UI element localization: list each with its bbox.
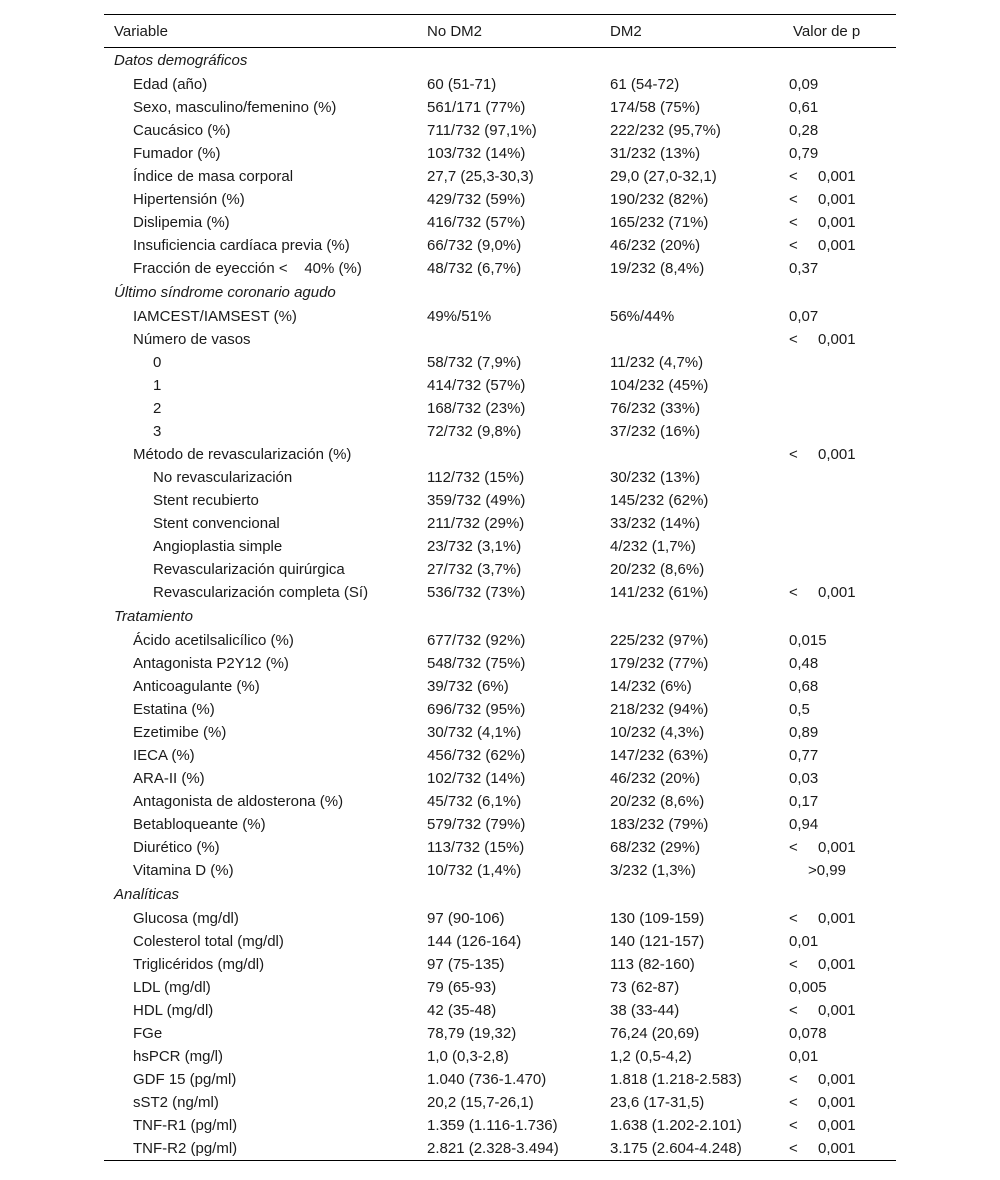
- dm2-cell: 56%/44%: [610, 308, 675, 325]
- table-row: [104, 907, 896, 930]
- no-dm2-cell: 696/732 (95%): [427, 701, 526, 718]
- no-dm2-cell: [417, 443, 600, 466]
- variable-cell: HDL (mg/dl): [133, 1002, 214, 1019]
- no-dm2-cell: 45/732 (6,1%): [427, 793, 522, 810]
- table-row: [104, 351, 896, 374]
- variable-cell: Betabloqueante (%): [133, 816, 266, 833]
- dm2-cell: 147/232 (63%): [610, 747, 709, 764]
- dm2-cell: [600, 443, 783, 466]
- p-value-cell: 0,89: [789, 724, 819, 741]
- dm2-cell: 3.175 (2.604-4.248): [600, 1137, 783, 1161]
- variable-cell: Edad (año): [133, 76, 208, 93]
- no-dm2-cell: 456/732 (62%): [427, 747, 526, 764]
- table-row: [104, 1022, 896, 1045]
- dm2-cell: 165/232 (71%): [610, 214, 709, 231]
- no-dm2-cell: 20,2 (15,7-26,1): [427, 1094, 534, 1111]
- table-row: [104, 188, 896, 211]
- no-dm2-cell: 79 (65-93): [427, 979, 497, 996]
- dm2-cell: 29,0 (27,0-32,1): [610, 168, 717, 185]
- variable-cell: Insuficiencia cardíaca previa (%): [133, 237, 350, 254]
- dm2-cell: 179/232 (77%): [610, 655, 709, 672]
- dm2-cell: 140 (121-157): [610, 933, 705, 950]
- dm2-cell: 222/232 (95,7%): [610, 122, 721, 139]
- table-row: [104, 211, 896, 234]
- variable-cell: TNF-R1 (pg/ml): [133, 1117, 238, 1134]
- table-row: [104, 165, 896, 188]
- section-title: Analíticas: [114, 886, 180, 903]
- no-dm2-cell: 102/732 (14%): [427, 770, 526, 787]
- no-dm2-cell: 60 (51-71): [427, 76, 497, 93]
- variable-cell: Colesterol total (mg/dl): [133, 933, 284, 950]
- p-value-cell: < 0,001: [789, 191, 856, 208]
- p-value-cell: 0,68: [789, 678, 819, 695]
- no-dm2-cell: 97 (75-135): [427, 956, 505, 973]
- table-row: [104, 675, 896, 698]
- p-value-cell: 0,01: [789, 933, 819, 950]
- dm2-cell: [600, 328, 783, 351]
- no-dm2-cell: 48/732 (6,7%): [427, 260, 522, 277]
- table-row: [104, 581, 896, 604]
- p-value-cell: [783, 351, 896, 374]
- variable-cell: Revascularización quirúrgica: [153, 561, 345, 578]
- no-dm2-cell: 10/732 (1,4%): [427, 862, 522, 879]
- dm2-cell: 183/232 (79%): [610, 816, 709, 833]
- header-p-value: Valor de p: [783, 15, 896, 48]
- variable-cell: sST2 (ng/ml): [133, 1094, 219, 1111]
- dm2-cell: 4/232 (1,7%): [610, 538, 696, 555]
- header-no-dm2: No DM2: [417, 15, 600, 48]
- table-row: [104, 96, 896, 119]
- p-value-cell: [783, 420, 896, 443]
- no-dm2-cell: 359/732 (49%): [427, 492, 526, 509]
- variable-cell: Stent recubierto: [153, 492, 259, 509]
- dm2-cell: 31/232 (13%): [610, 145, 701, 162]
- table-row: [104, 790, 896, 813]
- dm2-cell: 104/232 (45%): [610, 377, 709, 394]
- table-row: [104, 119, 896, 142]
- p-value-cell: 0,078: [789, 1025, 827, 1042]
- variable-cell: 2: [153, 400, 162, 417]
- table-row: [104, 721, 896, 744]
- variable-cell: Método de revascularización (%): [133, 446, 352, 463]
- no-dm2-cell: 579/732 (79%): [427, 816, 526, 833]
- variable-cell: Dislipemia (%): [133, 214, 230, 231]
- variable-cell: Ezetimibe (%): [133, 724, 227, 741]
- p-value-cell: < 0,001: [789, 214, 856, 231]
- table-row: [104, 142, 896, 165]
- variable-cell: FGe: [133, 1025, 163, 1042]
- dm2-cell: 33/232 (14%): [610, 515, 701, 532]
- table-row: [104, 1114, 896, 1137]
- p-value-cell: < 0,001: [789, 1094, 856, 1111]
- table-row: [104, 1091, 896, 1114]
- table-row: [104, 1137, 896, 1161]
- p-value-cell: [783, 466, 896, 489]
- dm2-cell: 3/232 (1,3%): [610, 862, 696, 879]
- table-row: [104, 1068, 896, 1091]
- variable-cell: IAMCEST/IAMSEST (%): [133, 308, 297, 325]
- p-value-cell: [783, 558, 896, 581]
- dm2-cell: 141/232 (61%): [610, 584, 709, 601]
- dm2-cell: 76/232 (33%): [610, 400, 701, 417]
- no-dm2-cell: 677/732 (92%): [427, 632, 526, 649]
- variable-cell: Fumador (%): [133, 145, 221, 162]
- table-row: [104, 535, 896, 558]
- variable-cell: Anticoagulante (%): [133, 678, 260, 695]
- p-value-cell: 0,03: [789, 770, 819, 787]
- section-row: [104, 882, 896, 907]
- variable-cell: Triglicéridos (mg/dl): [133, 956, 265, 973]
- variable-cell: ARA-II (%): [133, 770, 205, 787]
- no-dm2-cell: 429/732 (59%): [427, 191, 526, 208]
- p-value-cell: 0,17: [789, 793, 819, 810]
- variable-cell: No revascularización: [153, 469, 293, 486]
- header-dm2: DM2: [600, 15, 783, 48]
- dm2-cell: 19/232 (8,4%): [610, 260, 705, 277]
- table-row: [104, 836, 896, 859]
- table-row: [104, 512, 896, 535]
- no-dm2-cell: 27,7 (25,3-30,3): [427, 168, 534, 185]
- no-dm2-cell: 27/732 (3,7%): [427, 561, 522, 578]
- section-row: [104, 48, 896, 74]
- no-dm2-cell: 103/732 (14%): [427, 145, 526, 162]
- p-value-cell: < 0,001: [789, 1071, 856, 1088]
- section-row: [104, 604, 896, 629]
- variable-cell: 0: [153, 354, 162, 371]
- variable-cell: Vitamina D (%): [133, 862, 234, 879]
- table-row: [104, 420, 896, 443]
- p-value-cell: < 0,001: [789, 584, 856, 601]
- table-row: [104, 813, 896, 836]
- variable-cell: Antagonista de aldosterona (%): [133, 793, 344, 810]
- table-row: [104, 443, 896, 466]
- variable-cell: Caucásico (%): [133, 122, 231, 139]
- table-row: [104, 999, 896, 1022]
- p-value-cell: 0,5: [789, 701, 810, 718]
- dm2-cell: 225/232 (97%): [610, 632, 709, 649]
- variable-cell: GDF 15 (pg/ml): [133, 1071, 237, 1088]
- no-dm2-cell: 58/732 (7,9%): [427, 354, 522, 371]
- dm2-cell: 130 (109-159): [610, 910, 705, 927]
- p-value-cell: < 0,001: [789, 331, 856, 348]
- no-dm2-cell: 66/732 (9,0%): [427, 237, 522, 254]
- table-row: [104, 698, 896, 721]
- dm2-cell: 46/232 (20%): [610, 770, 701, 787]
- table-row: [104, 558, 896, 581]
- no-dm2-cell: 39/732 (6%): [427, 678, 509, 695]
- p-value-cell: 0,94: [789, 816, 819, 833]
- variable-cell: Angioplastia simple: [153, 538, 283, 555]
- baseline-characteristics-table: [104, 14, 896, 1161]
- p-value-cell: [783, 489, 896, 512]
- variable-cell: Índice de masa corporal: [133, 168, 294, 185]
- table-row: [104, 652, 896, 675]
- p-value-cell: 0,015: [789, 632, 827, 649]
- p-value-cell: < 0,001: [789, 839, 856, 856]
- variable-cell: IECA (%): [133, 747, 195, 764]
- variable-cell: Hipertensión (%): [133, 191, 245, 208]
- dm2-cell: 10/232 (4,3%): [610, 724, 705, 741]
- table-row: [104, 976, 896, 999]
- section-title: Tratamiento: [114, 608, 193, 625]
- table-row: [104, 374, 896, 397]
- p-value-cell: 0,28: [789, 122, 819, 139]
- dm2-cell: 11/232 (4,7%): [610, 354, 704, 371]
- p-value-cell: < 0,001: [789, 168, 856, 185]
- variable-cell: Fracción de eyección < 40% (%): [133, 260, 362, 277]
- dm2-cell: 23,6 (17-31,5): [610, 1094, 705, 1111]
- no-dm2-cell: 2.821 (2.328-3.494): [417, 1137, 600, 1161]
- no-dm2-cell: 548/732 (75%): [427, 655, 526, 672]
- section-title: Último síndrome coronario agudo: [114, 284, 336, 301]
- section-row: [104, 280, 896, 305]
- table-row: [104, 1045, 896, 1068]
- variable-cell: Diurético (%): [133, 839, 220, 856]
- table-header: [104, 15, 896, 48]
- dm2-cell: 46/232 (20%): [610, 237, 701, 254]
- p-value-cell: 0,09: [789, 76, 819, 93]
- no-dm2-cell: 144 (126-164): [427, 933, 522, 950]
- no-dm2-cell: 78,79 (19,32): [427, 1025, 517, 1042]
- header-variable: Variable: [104, 15, 417, 48]
- no-dm2-cell: 1,0 (0,3-2,8): [427, 1048, 509, 1065]
- dm2-cell: 218/232 (94%): [610, 701, 709, 718]
- p-value-cell: 0,61: [789, 99, 819, 116]
- variable-cell: 3: [153, 423, 162, 440]
- p-value-cell: [783, 535, 896, 558]
- dm2-cell: 68/232 (29%): [610, 839, 701, 856]
- p-value-cell: 0,48: [789, 655, 819, 672]
- variable-cell: hsPCR (mg/l): [133, 1048, 224, 1065]
- variable-cell: Stent convencional: [153, 515, 280, 532]
- p-value-cell: < 0,001: [789, 1002, 856, 1019]
- no-dm2-cell: 1.040 (736-1.470): [427, 1071, 547, 1088]
- table-row: [104, 466, 896, 489]
- variable-cell: TNF-R2 (pg/ml): [104, 1137, 417, 1161]
- no-dm2-cell: 416/732 (57%): [427, 214, 526, 231]
- table-body: [104, 48, 896, 1161]
- p-value-cell: 0,01: [789, 1048, 819, 1065]
- table-row: [104, 305, 896, 328]
- section-title: Datos demográficos: [114, 52, 248, 69]
- dm2-cell: 37/232 (16%): [610, 423, 701, 440]
- table-row: [104, 629, 896, 652]
- dm2-cell: 61 (54-72): [610, 76, 680, 93]
- p-value-cell: < 0,001: [789, 910, 856, 927]
- no-dm2-cell: [417, 328, 600, 351]
- no-dm2-cell: 1.359 (1.116-1.736): [427, 1117, 558, 1134]
- variable-cell: Sexo, masculino/femenino (%): [133, 99, 337, 116]
- p-value-cell: < 0,001: [789, 446, 856, 463]
- dm2-cell: 14/232 (6%): [610, 678, 692, 695]
- no-dm2-cell: 561/171 (77%): [427, 99, 526, 116]
- p-value-cell: < 0,001: [783, 1137, 896, 1161]
- no-dm2-cell: 30/732 (4,1%): [427, 724, 522, 741]
- variable-cell: Revascularización completa (Sí): [153, 584, 369, 601]
- p-value-cell: 0,37: [789, 260, 819, 277]
- dm2-cell: 76,24 (20,69): [610, 1025, 700, 1042]
- p-value-cell: >0,99: [808, 862, 846, 879]
- table-row: [104, 397, 896, 420]
- variable-cell: Glucosa (mg/dl): [133, 910, 239, 927]
- table-row: [104, 257, 896, 280]
- no-dm2-cell: 113/732 (15%): [427, 839, 525, 856]
- dm2-cell: 30/232 (13%): [610, 469, 701, 486]
- dm2-cell: 73 (62-87): [610, 979, 680, 996]
- table-row: [104, 767, 896, 790]
- no-dm2-cell: 42 (35-48): [427, 1002, 497, 1019]
- table-row: [104, 489, 896, 512]
- table-row: [104, 859, 896, 882]
- dm2-cell: 1.638 (1.202-2.101): [610, 1117, 742, 1134]
- dm2-cell: 145/232 (62%): [610, 492, 709, 509]
- dm2-cell: 174/58 (75%): [610, 99, 701, 116]
- variable-cell: Ácido acetilsalicílico (%): [133, 632, 294, 649]
- variable-cell: Antagonista P2Y12 (%): [133, 655, 289, 672]
- dm2-cell: 113 (82-160): [610, 956, 695, 973]
- p-value-cell: [783, 397, 896, 420]
- dm2-cell: 20/232 (8,6%): [610, 793, 705, 810]
- dm2-cell: 190/232 (82%): [610, 191, 709, 208]
- no-dm2-cell: 168/732 (23%): [427, 400, 526, 417]
- variable-cell: Estatina (%): [133, 701, 215, 718]
- no-dm2-cell: 414/732 (57%): [427, 377, 526, 394]
- no-dm2-cell: 112/732 (15%): [427, 469, 525, 486]
- dm2-cell: 1,2 (0,5-4,2): [610, 1048, 692, 1065]
- p-value-cell: < 0,001: [789, 1117, 856, 1134]
- no-dm2-cell: 97 (90-106): [427, 910, 505, 927]
- table-row: [104, 234, 896, 257]
- no-dm2-cell: 536/732 (73%): [427, 584, 526, 601]
- variable-cell: LDL (mg/dl): [133, 979, 211, 996]
- variable-cell: Número de vasos: [133, 331, 251, 348]
- header-row: [104, 15, 896, 48]
- p-value-cell: [783, 512, 896, 535]
- no-dm2-cell: 72/732 (9,8%): [427, 423, 522, 440]
- dm2-cell: 38 (33-44): [610, 1002, 680, 1019]
- p-value-cell: 0,77: [789, 747, 819, 764]
- no-dm2-cell: 711/732 (97,1%): [427, 122, 537, 139]
- p-value-cell: 0,07: [789, 308, 819, 325]
- dm2-cell: 20/232 (8,6%): [610, 561, 705, 578]
- table-row: [104, 744, 896, 767]
- baseline-characteristics-table-wrapper: [104, 14, 896, 1161]
- no-dm2-cell: 49%/51%: [427, 308, 492, 325]
- no-dm2-cell: 23/732 (3,1%): [427, 538, 522, 555]
- p-value-cell: < 0,001: [789, 237, 856, 254]
- variable-cell: 1: [153, 377, 162, 394]
- table-row: [104, 73, 896, 96]
- table-row: [104, 930, 896, 953]
- p-value-cell: [783, 374, 896, 397]
- table-row: [104, 953, 896, 976]
- p-value-cell: < 0,001: [789, 956, 856, 973]
- no-dm2-cell: 211/732 (29%): [427, 515, 525, 532]
- table-row: [104, 328, 896, 351]
- dm2-cell: 1.818 (1.218-2.583): [610, 1071, 742, 1088]
- p-value-cell: 0,005: [789, 979, 827, 996]
- p-value-cell: 0,79: [789, 145, 819, 162]
